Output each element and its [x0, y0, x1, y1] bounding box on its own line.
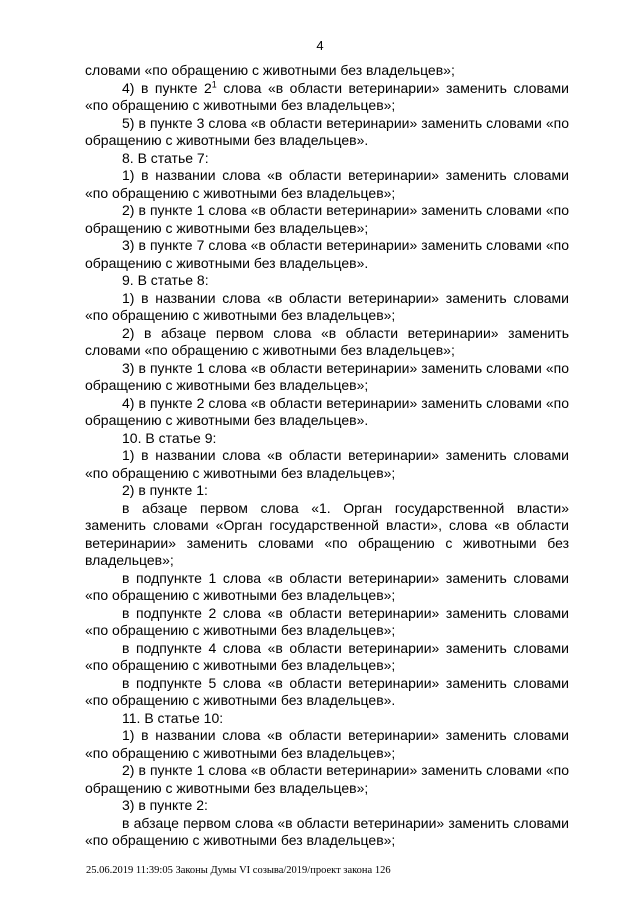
document-footer: 25.06.2019 11:39:05 Законы Думы VI созыва/2019/проект закона 126: [86, 865, 391, 876]
paragraph-3: 5) в пункте 3 слова «в области ветеринарии» заменить словами «по обращению с животными без владельцев».: [85, 114, 569, 148]
paragraph-23: 2) в пункте 1 слова «в области ветеринарии» заменить словами «по обращению с животными без владельцев»;: [85, 762, 569, 796]
paragraph-7: 3) в пункте 7 слова «в области ветеринарии» заменить словами «по обращению с животными без владельцев».: [85, 237, 569, 271]
paragraph-2-pre: 4) в пункте 2: [122, 79, 212, 96]
page-number: 4: [316, 38, 324, 53]
paragraph-11: 3) в пункте 1 слова «в области ветеринарии» заменить словами «по обращению с животными без владельцев»;: [85, 359, 569, 393]
paragraph-24: 3) в пункте 2:: [122, 797, 208, 813]
paragraph-20: в подпункте 5 слова «в области ветеринарии» заменить словами «по обращению с животными без владельцев».: [85, 674, 569, 708]
document-body: [85, 62, 569, 850]
paragraph-8: 9. В статье 8:: [122, 272, 209, 288]
paragraph-1: словами «по обращению с животными без владельцев»;: [85, 62, 455, 78]
paragraph-9: 1) в названии слова «в области ветеринарии» заменить словами «по обращению с животными без владельцев»;: [85, 289, 569, 323]
paragraph-25: в абзаце первом слова «в области ветеринарии» заменить словами «по обращению с животными без владельцев»;: [85, 814, 569, 848]
paragraph-10: 2) в абзаце первом слова «в области ветеринарии» заменить словами «по обращению с животными без владельцев»;: [85, 324, 569, 358]
paragraph-19: в подпункте 4 слова «в области ветеринарии» заменить словами «по обращению с животными без владельцев»;: [85, 639, 569, 673]
paragraph-14: 1) в названии слова «в области ветеринарии» заменить словами «по обращению с животными без владельцев»;: [85, 447, 569, 481]
superscript-index: 1: [211, 78, 217, 89]
paragraph-2-post: слова «в области ветеринарии» заменить словами «по обращению с животными без владельцев»;: [85, 79, 569, 113]
paragraph-18: в подпункте 2 слова «в области ветеринарии» заменить словами «по обращению с животными без владельцев»;: [85, 604, 569, 638]
paragraph-6: 2) в пункте 1 слова «в области ветеринарии» заменить словами «по обращению с животными без владельцев»;: [85, 202, 569, 236]
paragraph-13: 10. В статье 9:: [122, 429, 217, 446]
paragraph-2: [85, 80, 569, 115]
paragraph-4: 8. В статье 7:: [122, 149, 209, 166]
paragraph-22: 1) в названии слова «в области ветеринарии» заменить словами «по обращению с животными без владельцев»;: [85, 727, 569, 761]
paragraph-12: 4) в пункте 2 слова «в области ветеринарии» заменить словами «по обращению с животными без владельцев».: [85, 394, 569, 428]
paragraph-21: 11. В статье 10:: [122, 709, 224, 726]
paragraph-5: 1) в названии слова «в области ветеринарии» заменить словами «по обращению с животными без владельцев»;: [85, 167, 569, 201]
paragraph-17: в подпункте 1 слова «в области ветеринарии» заменить словами «по обращению с животными без владельцев»;: [85, 569, 569, 603]
paragraph-16: в абзаце первом слова «1. Орган государственной власти» заменить словами «Орган государственной власти», слова «в области ветеринарии» заменить словами «по обращению с животными без владельцев»;: [85, 499, 569, 568]
paragraph-15: 2) в пункте 1:: [122, 482, 208, 498]
